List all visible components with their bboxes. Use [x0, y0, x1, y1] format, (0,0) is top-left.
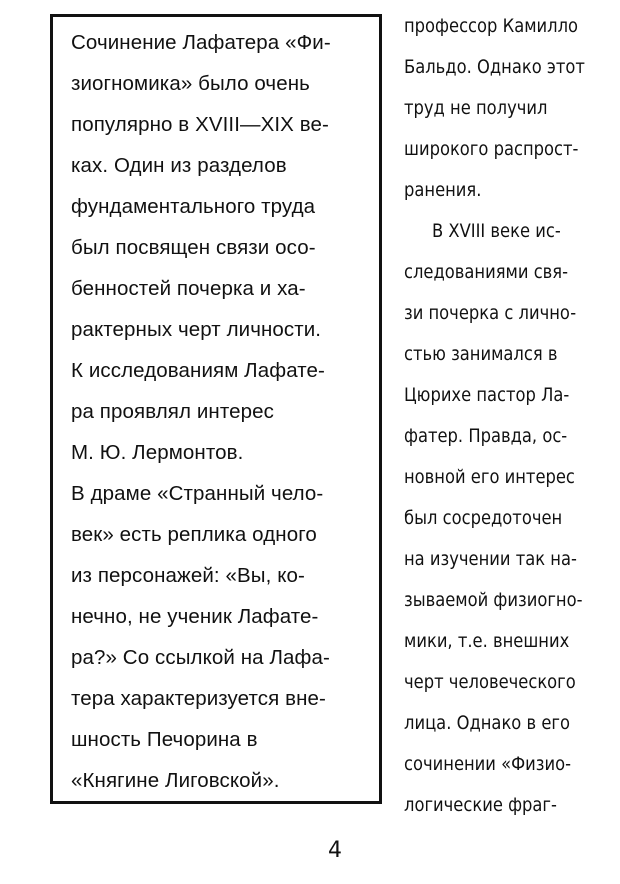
column-line: на изучении так на- — [404, 548, 577, 570]
sidebar-line: «Княгине Лиговской». — [71, 769, 280, 792]
column-line: ранения. — [404, 179, 482, 201]
column-line: зываемой физиогно- — [404, 589, 583, 611]
column-line: мики, т.е. внешних — [404, 630, 570, 652]
sidebar-line: В драме «Странный чело- — [71, 482, 324, 505]
column-line: стью занимался в — [404, 343, 558, 365]
column-line: широкого распрост- — [404, 138, 579, 160]
column-line: фатер. Правда, ос- — [404, 425, 568, 447]
column-line: черт человеческого — [404, 671, 576, 693]
sidebar-line: нечно, не ученик Лафате- — [71, 605, 319, 628]
column-line: новной его интерес — [404, 466, 575, 488]
sidebar-line: ра проявлял интерес — [71, 400, 274, 423]
sidebar-line: ках. Один из разделов — [71, 154, 287, 177]
sidebar-line: бенностей почерка и ха- — [71, 277, 306, 300]
column-line: следованиями свя- — [404, 261, 569, 283]
sidebar-line: популярно в XVIII—XIX ве- — [71, 113, 329, 136]
sidebar-line: К исследованиям Лафате- — [71, 359, 325, 382]
column-line: лица. Однако в его — [404, 712, 570, 734]
column-line: логические фраг- — [404, 794, 557, 816]
sidebar-line: фундаментального труда — [71, 195, 316, 218]
sidebar-line: М. Ю. Лермонтов. — [71, 441, 244, 464]
sidebar-line: ра?» Со ссылкой на Лафа- — [71, 646, 330, 669]
column-line: зи почерка с личнo- — [404, 302, 577, 324]
column-line: был сосредоточен — [404, 507, 563, 529]
sidebar-line: был посвящен связи осо- — [71, 236, 316, 259]
column-line: Бальдо. Однако этот — [404, 56, 585, 78]
sidebar-line: тера характеризуется вне- — [71, 687, 326, 710]
sidebar-line: век» есть реплика одного — [71, 523, 317, 546]
column-line: В XVIII веке ис- — [432, 220, 561, 242]
column-line: профессор Камилло — [404, 15, 579, 37]
sidebar-box — [50, 14, 382, 804]
column-line: труд не получил — [404, 97, 548, 119]
sidebar-line: шность Печорина в — [71, 728, 258, 751]
sidebar-line: Сочинение Лафатера «Фи- — [71, 31, 331, 54]
page-number: 4 — [328, 838, 342, 863]
sidebar-line: рактерных черт личности. — [71, 318, 322, 341]
column-line: сочинении «Физио- — [404, 753, 572, 775]
column-line: Цюрихе пастор Ла- — [404, 384, 570, 406]
sidebar-line: зиогномика» было очень — [71, 72, 310, 95]
sidebar-line: из персонажей: «Вы, ко- — [71, 564, 305, 587]
